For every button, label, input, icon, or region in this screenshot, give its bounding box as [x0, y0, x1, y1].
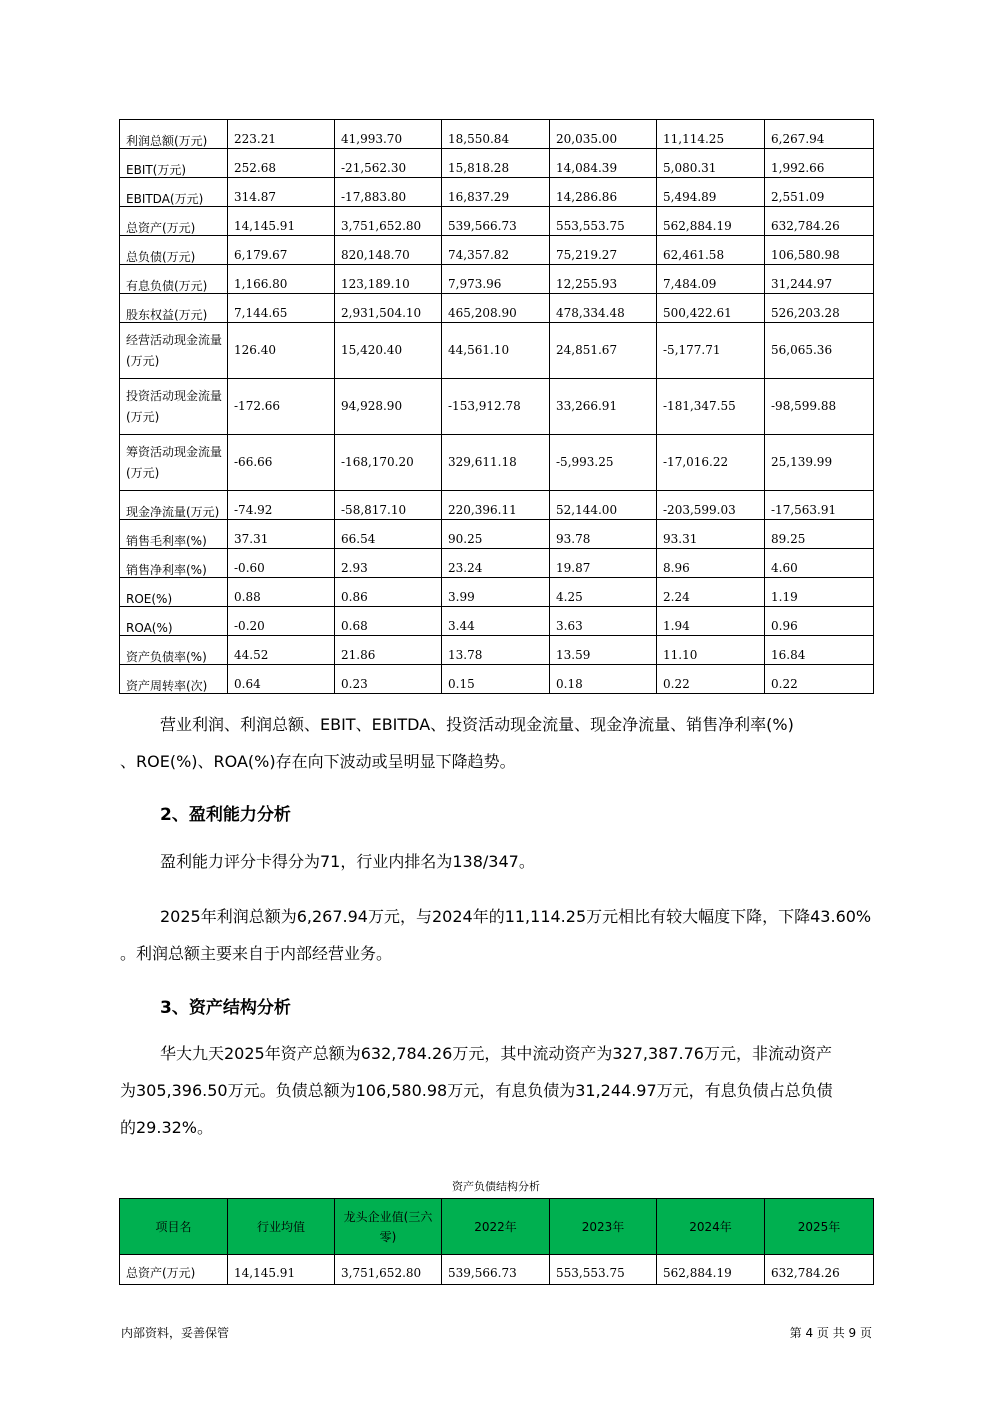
table-cell: 3.99 [442, 578, 550, 607]
table-cell: 1.94 [657, 607, 765, 636]
table-row [120, 120, 874, 149]
table-cell: 23.24 [442, 549, 550, 578]
table-cell: 52,144.00 [550, 491, 657, 520]
table-cell: -17,016.22 [657, 435, 765, 491]
row-label: 总资产(万元) [120, 207, 228, 236]
table-cell: -181,347.55 [657, 379, 765, 435]
table-cell: 93.78 [550, 520, 657, 549]
balance-structure-table [119, 1198, 874, 1285]
table-row [120, 379, 874, 435]
table-cell: 539,566.73 [442, 207, 550, 236]
paragraph-line: 2025年利润总额为6,267.94万元，与2024年的11,114.25万元相比有较大幅度下降，下降43.60% [160, 907, 872, 926]
table-cell: 12,255.93 [550, 265, 657, 294]
financial-indicators-table [119, 119, 874, 694]
table-cell: 0.22 [765, 665, 874, 694]
table-cell: 89.25 [765, 520, 874, 549]
table-cell: -74.92 [228, 491, 335, 520]
table-cell: 66.54 [335, 520, 442, 549]
table-cell: -0.20 [228, 607, 335, 636]
table-row [120, 435, 874, 491]
table-header-row [120, 1199, 874, 1255]
table-cell: -153,912.78 [442, 379, 550, 435]
table-cell: 14,145.91 [228, 207, 335, 236]
column-header: 龙头企业值(三六零) [335, 1199, 442, 1255]
table-cell: 74,357.82 [442, 236, 550, 265]
table-cell: 21.86 [335, 636, 442, 665]
table-cell: 0.22 [657, 665, 765, 694]
table-cell: 562,884.19 [657, 1255, 765, 1285]
table-cell: 329,611.18 [442, 435, 550, 491]
row-label: 投资活动现金流量(万元) [120, 379, 228, 435]
column-header: 项目名 [120, 1199, 228, 1255]
table-cell: 31,244.97 [765, 265, 874, 294]
table-cell: 3,751,652.80 [335, 207, 442, 236]
section-heading-asset-structure: 3、资产结构分析 [160, 998, 291, 1018]
table-cell: 62,461.58 [657, 236, 765, 265]
paragraph-line: 。利润总额主要来自于内部经营业务。 [120, 944, 393, 963]
column-header: 行业均值 [228, 1199, 335, 1255]
table-cell: 75,219.27 [550, 236, 657, 265]
row-label: 经营活动现金流量(万元) [120, 323, 228, 379]
row-label: ROE(%) [120, 578, 228, 607]
table-cell: 15,420.40 [335, 323, 442, 379]
table-cell: 1,992.66 [765, 149, 874, 178]
table-row [120, 520, 874, 549]
table-cell: 6,179.67 [228, 236, 335, 265]
table-cell: -17,563.91 [765, 491, 874, 520]
table-row [120, 149, 874, 178]
row-label: 资产周转率(次) [120, 665, 228, 694]
table-row [120, 607, 874, 636]
paragraph-line: 的29.32%。 [120, 1118, 214, 1137]
row-label: EBIT(万元) [120, 149, 228, 178]
section-heading-profitability: 2、盈利能力分析 [160, 805, 291, 825]
table-cell: 2,931,504.10 [335, 294, 442, 323]
table-cell: 44.52 [228, 636, 335, 665]
table-cell: 0.23 [335, 665, 442, 694]
table-row [120, 491, 874, 520]
paragraph-line: 华大九天2025年资产总额为632,784.26万元，其中流动资产为327,387.76万元，非流动资产 [160, 1044, 832, 1063]
table-cell: 314.87 [228, 178, 335, 207]
table-cell: 25,139.99 [765, 435, 874, 491]
table-cell: 41,993.70 [335, 120, 442, 149]
table-cell: 1,166.80 [228, 265, 335, 294]
row-label: ROA(%) [120, 607, 228, 636]
table-cell: -17,883.80 [335, 178, 442, 207]
table-cell: 16,837.29 [442, 178, 550, 207]
column-header: 2023年 [550, 1199, 657, 1255]
table-cell: 220,396.11 [442, 491, 550, 520]
table-cell: 0.68 [335, 607, 442, 636]
paragraph-line: 营业利润、利润总额、EBIT、EBITDA、投资活动现金流量、现金净流量、销售净利率(%) [160, 715, 794, 734]
table-caption: 资产负债结构分析 [452, 1180, 540, 1193]
table-cell: 500,422.61 [657, 294, 765, 323]
table-cell: 3.63 [550, 607, 657, 636]
table-cell: -58,817.10 [335, 491, 442, 520]
table-cell: 1.19 [765, 578, 874, 607]
table-cell: 2.93 [335, 549, 442, 578]
table-cell: 0.64 [228, 665, 335, 694]
table-cell: 0.86 [335, 578, 442, 607]
column-header: 2025年 [765, 1199, 874, 1255]
table-cell: 3,751,652.80 [335, 1255, 442, 1285]
table-cell: 0.18 [550, 665, 657, 694]
table-cell: -168,170.20 [335, 435, 442, 491]
table-cell: 553,553.75 [550, 1255, 657, 1285]
table-cell: 5,080.31 [657, 149, 765, 178]
table-cell: -66.66 [228, 435, 335, 491]
column-header: 2024年 [657, 1199, 765, 1255]
footer-confidential: 内部资料，妥善保管 [121, 1326, 230, 1340]
table-cell: 465,208.90 [442, 294, 550, 323]
table-cell: 14,145.91 [228, 1255, 335, 1285]
row-label: EBITDA(万元) [120, 178, 228, 207]
table-cell: 20,035.00 [550, 120, 657, 149]
table-cell: 11.10 [657, 636, 765, 665]
table-cell: 562,884.19 [657, 207, 765, 236]
table-cell: 37.31 [228, 520, 335, 549]
row-label: 销售净利率(%) [120, 549, 228, 578]
table-cell: 2.24 [657, 578, 765, 607]
row-label: 销售毛利率(%) [120, 520, 228, 549]
row-label: 筹资活动现金流量(万元) [120, 435, 228, 491]
table-cell: -5,993.25 [550, 435, 657, 491]
paragraph-line: 盈利能力评分卡得分为71，行业内排名为138/347。 [160, 852, 535, 871]
table-cell: 526,203.28 [765, 294, 874, 323]
table-cell: 632,784.26 [765, 1255, 874, 1285]
paragraph-line: 为305,396.50万元。负债总额为106,580.98万元，有息负债为31,244.97万元，有息负债占总负债 [120, 1081, 833, 1100]
table-row [120, 323, 874, 379]
table-cell: 2,551.09 [765, 178, 874, 207]
table-row [120, 1255, 874, 1285]
row-label: 资产负债率(%) [120, 636, 228, 665]
table-cell: -98,599.88 [765, 379, 874, 435]
table-cell: 24,851.67 [550, 323, 657, 379]
table-row [120, 265, 874, 294]
paragraph-score [120, 843, 880, 880]
paragraph-profit [120, 898, 880, 972]
row-label: 总负债(万元) [120, 236, 228, 265]
table-row [120, 665, 874, 694]
table-cell: 0.96 [765, 607, 874, 636]
table-cell: 820,148.70 [335, 236, 442, 265]
table-cell: -203,599.03 [657, 491, 765, 520]
table-cell: 14,084.39 [550, 149, 657, 178]
table-cell: 478,334.48 [550, 294, 657, 323]
table-cell: 94,928.90 [335, 379, 442, 435]
table-cell: 11,114.25 [657, 120, 765, 149]
row-label: 股东权益(万元) [120, 294, 228, 323]
table-cell: 90.25 [442, 520, 550, 549]
table-cell: 7,973.96 [442, 265, 550, 294]
table-cell: 16.84 [765, 636, 874, 665]
table-cell: 13.78 [442, 636, 550, 665]
row-label: 利润总额(万元) [120, 120, 228, 149]
table-cell: 126.40 [228, 323, 335, 379]
table-cell: 632,784.26 [765, 207, 874, 236]
row-label: 现金净流量(万元) [120, 491, 228, 520]
table-cell: -21,562.30 [335, 149, 442, 178]
table-cell: 4.60 [765, 549, 874, 578]
table-cell: 106,580.98 [765, 236, 874, 265]
table-cell: 539,566.73 [442, 1255, 550, 1285]
table-cell: 7,484.09 [657, 265, 765, 294]
paragraph-line: 、ROE(%)、ROA(%)存在向下波动或呈明显下降趋势。 [120, 752, 516, 771]
paragraph-trend [120, 706, 880, 780]
table-row [120, 178, 874, 207]
table-cell: -0.60 [228, 549, 335, 578]
table-row [120, 549, 874, 578]
table-cell: 3.44 [442, 607, 550, 636]
table-cell: -172.66 [228, 379, 335, 435]
table-cell: 223.21 [228, 120, 335, 149]
table-cell: 6,267.94 [765, 120, 874, 149]
table-cell: 19.87 [550, 549, 657, 578]
table-cell: 0.88 [228, 578, 335, 607]
table-cell: 8.96 [657, 549, 765, 578]
table-row [120, 207, 874, 236]
paragraph-assets [120, 1035, 880, 1146]
table-cell: 56,065.36 [765, 323, 874, 379]
column-header: 2022年 [442, 1199, 550, 1255]
table-cell: 15,818.28 [442, 149, 550, 178]
table-cell: 33,266.91 [550, 379, 657, 435]
table-row [120, 578, 874, 607]
table-row [120, 236, 874, 265]
table-cell: 93.31 [657, 520, 765, 549]
table-cell: 7,144.65 [228, 294, 335, 323]
table-cell: 44,561.10 [442, 323, 550, 379]
table-cell: 13.59 [550, 636, 657, 665]
footer-page-number: 第 4 页 共 9 页 [789, 1326, 872, 1340]
table-cell: -5,177.71 [657, 323, 765, 379]
table-cell: 14,286.86 [550, 178, 657, 207]
table-cell: 252.68 [228, 149, 335, 178]
table-cell: 0.15 [442, 665, 550, 694]
table-cell: 4.25 [550, 578, 657, 607]
table-cell: 18,550.84 [442, 120, 550, 149]
table-row [120, 636, 874, 665]
table-row [120, 294, 874, 323]
row-label: 总资产(万元) [120, 1255, 228, 1285]
table-cell: 123,189.10 [335, 265, 442, 294]
table-cell: 5,494.89 [657, 178, 765, 207]
table-cell: 553,553.75 [550, 207, 657, 236]
row-label: 有息负债(万元) [120, 265, 228, 294]
